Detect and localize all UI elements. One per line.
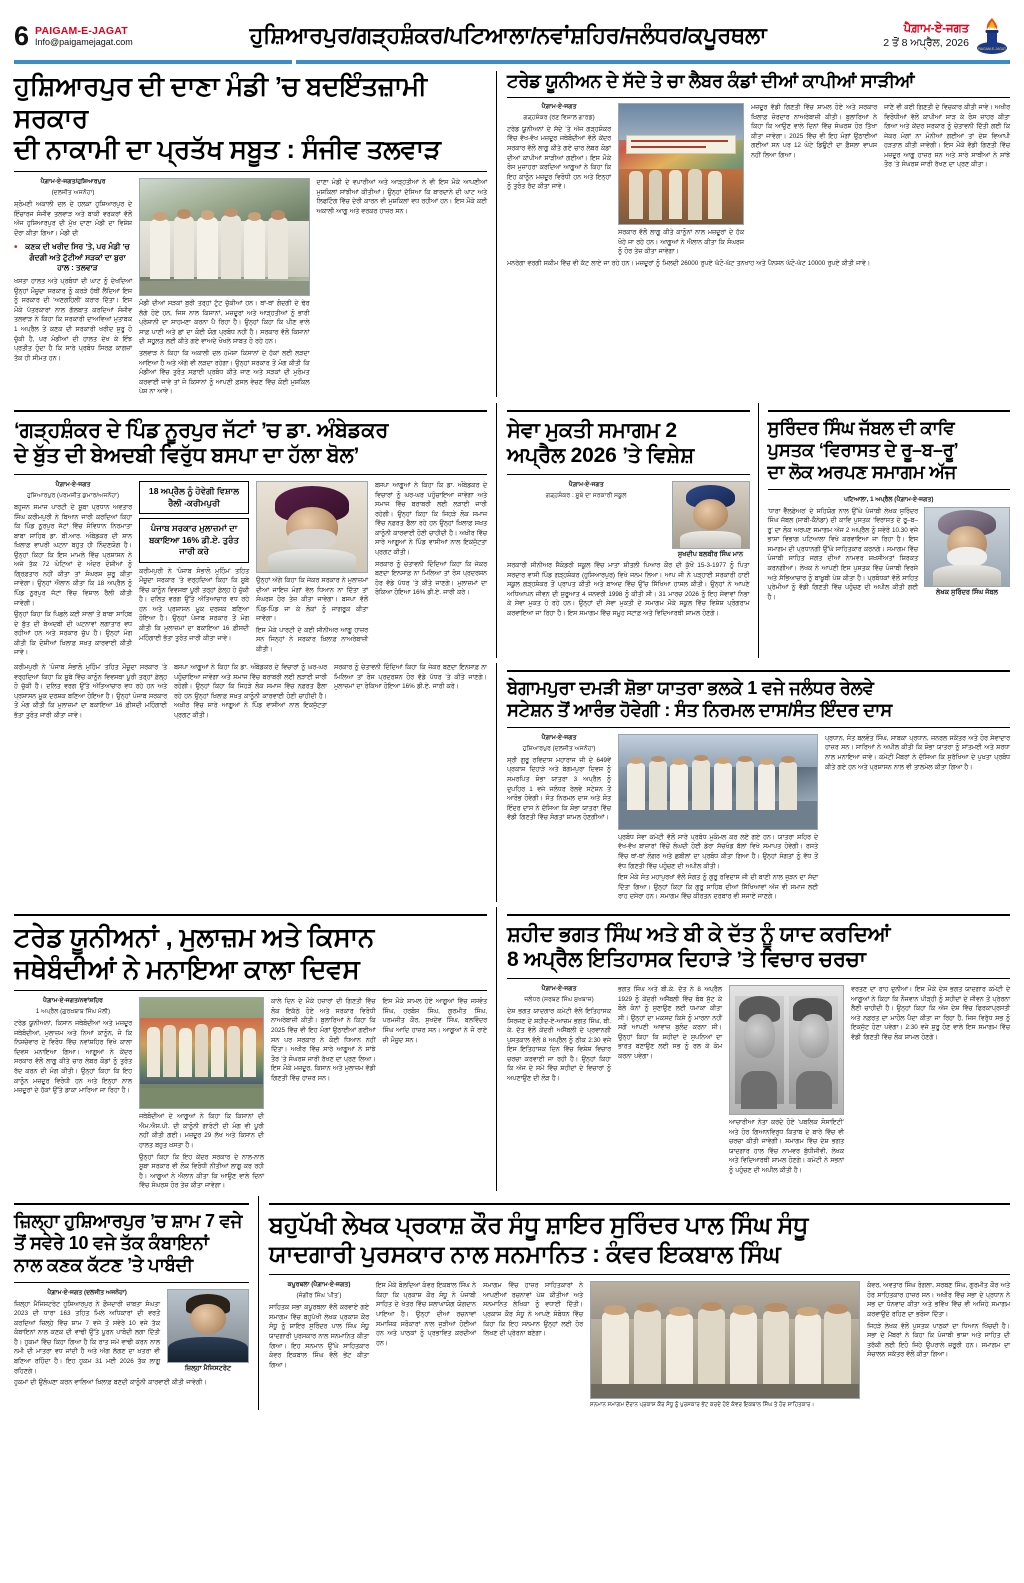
photo-content [925, 508, 1009, 586]
article-ambedkar-statue[interactable] [14, 403, 497, 658]
byline-reporter: 1 ਅਪ੍ਰੈਲ (ਗੁਰਖ਼ਬਾਬ ਸਿੰਘ ਮੱਲੀ) [35, 1008, 111, 1016]
officer-portrait-photo [167, 1289, 249, 1363]
body-para-3: ਇਸ ਮੌਕੇ ਸੰਤ ਮਹਾਪੁਰਖਾਂ ਵੱਲੋਂ ਸੰਗਤ ਨੂੰ ਗੁਰੂ ਰਵਿਦਾਸ ਜੀ ਦੀ ਬਾਣੀ ਨਾਲ ਜੁੜਨ ਦਾ ਸੱਦਾ ਦਿੱਤਾ ਗਿਆ। ਉਨ੍ਹਾਂ ਕਿਹਾ ਕਿ ਗੁਰੂ ਸਾਹਿਬ ਦੀਆਂ ਸਿੱਖਿਆਵਾਂ ਅੱਜ ਵੀ ਸਮਾਜ ਲਈ ਰਾਹ ਦਸੇਰਾ ਹਨ। ਸਮਾਗਮ ਵਿੱਚ ਕੀਰਤਨ ਦਰਬਾਰ ਵੀ ਸਜਾਏ ਜਾਣਗੇ। [618, 874, 818, 901]
portrait-block [167, 1289, 249, 1376]
article-combine-ban[interactable] [14, 1196, 259, 1410]
headline-rule [507, 474, 750, 475]
article-headline-line1: ਸ਼ਹੀਦ ਭਗਤ ਸਿੰਘ ਅਤੇ ਬੀ ਕੇ ਦੱਤ ਨੂੰ ਯਾਦ ਕਰਦਿਆਂ [507, 922, 891, 946]
body-para-4: ਜਾਣੇ ਵੀ ਕਈ ਗਿਣਤੀ ਦੇ ਵਿਚਕਾਰ ਕੀਤੀ ਜਾਵੇ। ਅਖੀਰ ਵਿਰੋਧੀਆਂ ਵੱਲੋਂ ਕਾਪੀਆਂ ਸਾੜ ਕੇ ਰੋਸ ਜ਼ਾਹਰ ਕੀਤਾ ਗਿਆ ਅਤੇ ਕੇਂਦਰ ਸਰਕਾਰ ਨੂੰ ਚੇਤਾਵਨੀ ਦਿੱਤੀ ਗਈ ਕਿ ਜੇਕਰ ਮੰਗਾਂ ਨਾ ਮੰਨੀਆਂ ਗਈਆਂ ਤਾਂ ਦੇਸ਼ ਵਿਆਪੀ ਹੜਤਾਲ ਕੀਤੀ ਜਾਵੇਗੀ। ਇਸ ਮੌਕੇ ਵੱਡੀ ਗਿਣਤੀ ਵਿੱਚ ਮਜ਼ਦੂਰ ਆਗੂ ਹਾਜ਼ਰ ਸਨ ਅਤੇ ਸਾਰੇ ਸਾਥੀਆਂ ਨੇ ਸਾਂਝੇ ਤੌਰ ’ਤੇ ਸੰਘਰਸ਼ ਜਾਰੀ ਰੱਖਣ ਦਾ ਪ੍ਰਣ ਕੀਤਾ। [884, 103, 1010, 169]
article-headline-line1: ਜ਼ਿਲ੍ਹਾ ਹੁਸ਼ਿਆਰਪੁਰ ’ਚ ਸ਼ਾਮ 7 ਵਜੇ [14, 1210, 243, 1231]
body-para-5: ਜਿਹੜੇ ਲੇਖਕ ਵੱਲੋਂ ਪੁਸਤਕ ਪਾਠਕਾਂ ਦਾ ਧਿਆਨ ਖਿੱਚਦੀ ਹੈ। ਸਭਾ ਦੇ ਮੈਂਬਰਾਂ ਨੇ ਕਿਹਾ ਕਿ ਪੰਜਾਬੀ ਭਾਸ਼ਾ ਅਤੇ ਸਾਹਿਤ ਦੀ ਤਰੱਕੀ ਲਈ ਇਹੋ ਜਿਹੇ ਉਪਰਾਲੇ ਜ਼ਰੂਰੀ ਹਨ। ਸਮਾਗਮ ਦਾ ਸੰਚਾਲਨ ਸਕੱਤਰ ਵੱਲੋਂ ਕੀਤਾ ਗਿਆ। [867, 1322, 1010, 1359]
edition-line: ਹੁਸ਼ਿਆਰਪੁਰ/ਗੜ੍ਹਸ਼ੰਕਰ/ਪਟਿਆਲਾ/ਨਵਾਂਸ਼ਹਿਰ/ਜਲੰਧਰ/ਕਪੂਰਥਲਾ [249, 23, 767, 48]
article-retirement-function[interactable] [507, 403, 759, 658]
article-headline-line1: ਹੁਸ਼ਿਆਰਪੁਰ ਦੀ ਦਾਣਾ ਮੰਡੀ ’ਚ ਬਦਇੰਤਜ਼ਾਮੀ ਸਰਕਾਰ [14, 71, 427, 133]
fifth-row [14, 1196, 1010, 1410]
photo-content [257, 482, 367, 572]
article-headline-line2: ਤੋਂ ਸਵੇਰੇ 10 ਵਜੇ ਤੱਕ ਕੰਬਾਇਨਾਂ [14, 1232, 209, 1253]
article-book-release[interactable] [768, 403, 1011, 658]
article-columns [14, 481, 487, 658]
section-divider [269, 1203, 1010, 1205]
masthead-rule [14, 60, 1010, 64]
article-headline-line2: ਦੀ ਨਾਕਾਮੀ ਦਾ ਪ੍ਰਤੱਖ ਸਬੂਤ : ਸੰਜੀਵ ਤਲਵਾੜ [14, 134, 441, 165]
article-headline-line3: ਦਾ ਲੋਕ ਅਰਪਣ ਸਮਾਗਮ ਅੱਜ [767, 461, 957, 482]
article-headline-line2: ਪੁਸਤਕ ‘ਵਿਰਾਸਤ ਦੇ ਰੂ–ਬ–ਰੂ’ [767, 439, 959, 460]
section-divider [14, 1203, 249, 1205]
column-2 [618, 103, 744, 257]
body-para-4: ਤਲਵਾੜ ਨੇ ਕਿਹਾ ਕਿ ਅਕਾਲੀ ਦਲ ਹਮੇਸ਼ਾ ਕਿਸਾਨਾਂ ਦੇ ਹੱਕਾਂ ਲਈ ਲੜਦਾ ਆਇਆ ਹੈ ਅਤੇ ਅੱਗੇ ਵੀ ਲੜਦਾ ਰਹੇਗਾ। ਉਨ੍ਹਾਂ ਸਰਕਾਰ ਤੋਂ ਮੰਗ ਕੀਤੀ ਕਿ ਮੰਡੀਆਂ ਵਿੱਚ ਤੁਰੰਤ ਸਫ਼ਾਈ ਪ੍ਰਬੰਧ ਕੀਤੇ ਜਾਣ ਅਤੇ ਸੜਕਾਂ ਦੀ ਮੁਰੰਮਤ ਕਰਵਾਈ ਜਾਵੇ ਤਾਂ ਜੋ ਕਿਸਾਨਾਂ ਨੂੰ ਆਪਣੀ ਫ਼ਸਲ ਵੇਚਣ ਵਿੱਚ ਕੋਈ ਮੁਸ਼ਕਿਲ ਪੇਸ਼ ਨਾ ਆਵੇ। [139, 349, 310, 396]
second-row [14, 403, 1010, 658]
portrait-block [672, 481, 750, 559]
section-divider [14, 914, 487, 916]
column-2 [139, 178, 310, 397]
column-4 [590, 1281, 860, 1410]
headline-rule [269, 1274, 1010, 1275]
key-points-list [14, 242, 132, 273]
body-para-5: ਮਨਰੇਗਾ ਵਰਗੀ ਸਕੀਮ ਵਿੱਚ ਵੀ ਕੱਟ ਲਾਏ ਜਾ ਰਹੇ ਹਨ। ਮਜ਼ਦੂਰਾਂ ਨੂੰ ਮਿਲਦੀ 26000 ਰੁਪਏ ਘੱਟੋ-ਘੱਟ ਤਨਖਾਹ ਅਤੇ ਪੈਨਸ਼ਨ ਘੱਟੋ-ਘੱਟ 10000 ਰੁਪਏ ਕੀਤੀ ਜਾਵੇ। [507, 259, 871, 267]
fourth-row [14, 907, 1010, 1191]
headline-rule [14, 1282, 249, 1283]
byline-reporter: ਗੜ੍ਹਸ਼ੰਕਰ (ਰਣ ਵਿਸ਼ਾਲ ਗਾਰਡ) [523, 113, 595, 121]
byline-outlet: ਪੈਗ਼ਾਮ-ਏ-ਜਗਤ [541, 733, 577, 741]
body-para-3: ਆਚਾਰੀਆ ਨੇਤਾ ਕਰਦੇ ਹੋਏ ’ਪਬਲਿਕ ਸੋਸਾਇਟੀ’ ਅਤੇ ਹੋਰ ਗਿਆਨਵਿਰੁਧ ਕਿਤਾਬ ਦੇ ਬਾਰੇ ਵਿੱਚ ਵੀ ਚਰਚਾ ਕੀਤੀ ਜਾਵੇਗੀ। ਸਮਾਗਮ ਵਿੱਚ ਦੇਸ਼ ਭਗਤ ਯਾਦਗਾਰ ਹਾਲ ਵਿੱਚ ਨਾਮਵਰ ਬੁੱਧੀਜੀਵੀ, ਲੇਖਕ ਅਤੇ ਵਿਦਿਆਰਥੀ ਸ਼ਾਮਲ ਹੋਣਗੇ। ਕਮੇਟੀ ਨੇ ਸਭਨਾਂ ਨੂੰ ਪਹੁੰਚਣ ਦੀ ਅਪੀਲ ਕੀਤੀ ਹੈ। [729, 1119, 844, 1174]
masthead-brand-block [35, 25, 133, 47]
column-1 [768, 507, 919, 603]
column-2 [139, 481, 249, 658]
article-headline-line3: ਨਾਲ ਕਣਕ ਕੱਟਣ ’ਤੇ ਪਾਬੰਦੀ [14, 1254, 193, 1275]
article-shobha-yatra[interactable] [507, 663, 1010, 902]
body-para-2: ਇਸ ਮੌਕੇ ਬੋਲਦਿਆਂ ਕੰਵਰ ਇਕਬਾਲ ਸਿੰਘ ਨੇ ਕਿਹਾ ਕਿ ਪ੍ਰਕਾਸ਼ ਕੌਰ ਸੰਧੂ ਨੇ ਪੰਜਾਬੀ ਸਾਹਿਤ ਦੇ ਖੇਤਰ ਵਿੱਚ ਸ਼ਲਾਘਾਯੋਗ ਯੋਗਦਾਨ ਪਾਇਆ ਹੈ। ਉਨ੍ਹਾਂ ਦੀਆਂ ਰਚਨਾਵਾਂ ਸਮਾਜਿਕ ਸਰੋਕਾਰਾਂ ਨਾਲ ਜੁੜੀਆਂ ਹੋਈਆਂ ਹਨ ਅਤੇ ਪਾਠਕਾਂ ਨੂੰ ਪ੍ਰਭਾਵਿਤ ਕਰਦੀਆਂ ਹਨ। [376, 1282, 476, 1347]
column-3 [317, 178, 488, 397]
section-divider [507, 410, 750, 412]
article-headline: ਟਰੇਡ ਯੂਨੀਅਨ ਦੇ ਸੱਦੇ ਤੇ ਚਾ ਲੈਬਰ ਕੰਡਾਂ ਦੀਆਂ ਕਾਪੀਆਂ ਸਾੜੀਆਂ [507, 71, 915, 91]
svg-text:PAIGAM-E-JAGAT: PAIGAM-E-JAGAT [977, 47, 1007, 51]
rule-right [296, 60, 1010, 64]
article-dana-mandi[interactable] [14, 71, 497, 397]
body-para-3: ਮਜ਼ਦੂਰ ਵੱਡੀ ਗਿਣਤੀ ਵਿੱਚ ਸ਼ਾਮਲ ਹੋਏ ਅਤੇ ਸਰਕਾਰ ਖ਼ਿਲਾਫ਼ ਜ਼ੋਰਦਾਰ ਨਾਅਰੇਬਾਜ਼ੀ ਕੀਤੀ। ਬੁਲਾਰਿਆਂ ਨੇ ਕਿਹਾ ਕਿ ਆਉਣ ਵਾਲੇ ਦਿਨਾਂ ਵਿੱਚ ਸੰਘਰਸ਼ ਹੋਰ ਤਿੱਖਾ ਕੀਤਾ ਜਾਵੇਗਾ। 2025 ਵਿੱਚ ਵੀ ਇਹ ਮੰਗਾਂ ਉਠਾਈਆਂ ਗਈਆਂ ਸਨ ਪਰ 12 ਘੰਟੇ ਡਿਊਟੀ ਦਾ ਫ਼ੈਸਲਾ ਵਾਪਸ ਨਹੀਂ ਲਿਆ ਗਿਆ। [751, 103, 877, 159]
body-para-1: ਜ਼ਿਲ੍ਹਾ ਮੈਜਿਸਟਰੇਟ ਹੁਸ਼ਿਆਰਪੁਰ ਨੇ ਫ਼ੌਜਦਾਰੀ ਜ਼ਾਬਤਾ ਸੰਘਤਾ 2023 ਦੀ ਧਾਰਾ 163 ਤਹਿਤ ਮਿਲੇ ਅਧਿਕਾਰਾਂ ਦੀ ਵਰਤੋਂ ਕਰਦਿਆਂ ਜ਼ਿਲ੍ਹੇ ਵਿੱਚ ਸ਼ਾਮ 7 ਵਜੇ ਤੋਂ ਸਵੇਰੇ 10 ਵਜੇ ਤੱਕ ਕੰਬਾਇਨਾਂ ਨਾਲ ਕਣਕ ਦੀ ਵਾਢੀ ਉੱਤੇ ਪੂਰਨ ਪਾਬੰਦੀ ਲਗਾ ਦਿੱਤੀ ਹੈ। ਹੁਕਮਾਂ ਵਿੱਚ ਕਿਹਾ ਗਿਆ ਹੈ ਕਿ ਰਾਤ ਸਮੇਂ ਵਾਢੀ ਕਰਨ ਨਾਲ ਨਮੀ ਦੀ ਮਾਤਰਾ ਵਧ ਜਾਂਦੀ ਹੈ ਅਤੇ ਅੱਗ ਲੱਗਣ ਦਾ ਖ਼ਤਰਾ ਵੀ ਬਣਿਆ ਰਹਿੰਦਾ ਹੈ। ਇਹ ਹੁਕਮ 31 ਮਈ 2026 ਤੱਕ ਲਾਗੂ ਰਹਿਣਗੇ। [14, 1300, 160, 1375]
byline-outlet: ਪੈਗ਼ਾਮ-ਏ-ਜਗਤ [541, 102, 577, 110]
body-para-3: ਕਾਲੇ ਦਿਨ ਦੇ ਮੌਕੇ ਹਜ਼ਾਰਾਂ ਦੀ ਗਿਣਤੀ ਵਿੱਚ ਲੋਕ ਇਕੱਠੇ ਹੋਏ ਅਤੇ ਸਰਕਾਰ ਵਿਰੋਧੀ ਨਾਅਰੇਬਾਜ਼ੀ ਕੀਤੀ। ਬੁਲਾਰਿਆਂ ਨੇ ਕਿਹਾ ਕਿ 2025 ਵਿੱਚ ਵੀ ਇਹ ਮੰਗਾਂ ਉਠਾਈਆਂ ਗਈਆਂ ਸਨ ਪਰ ਸਰਕਾਰ ਨੇ ਕੋਈ ਧਿਆਨ ਨਹੀਂ ਦਿੱਤਾ। ਅਖੀਰ ਵਿੱਚ ਸਾਰੇ ਆਗੂਆਂ ਨੇ ਸਾਂਝੇ ਤੌਰ ’ਤੇ ਸੰਘਰਸ਼ ਜਾਰੀ ਰੱਖਣ ਦਾ ਪ੍ਰਣ ਲਿਆ। ਇਸ ਮੌਕੇ ਮਜ਼ਦੂਰ, ਕਿਸਾਨ ਅਤੇ ਮੁਲਾਜ਼ਮ ਵੱਡੀ ਗਿਣਤੀ ਵਿੱਚ ਹਾਜ਼ਰ ਸਨ। [271, 998, 376, 1082]
column-1 [507, 985, 611, 1175]
article-columns [14, 178, 487, 397]
article-photo [618, 103, 744, 225]
column-1 [507, 481, 666, 559]
article-headline-line2: 8 ਅਪ੍ਰੈਲ ਇਤਿਹਾਸਕ ਦਿਹਾੜੇ ’ਤੇ ਵਿਚਾਰ ਚਰਚਾ [507, 948, 866, 972]
martyrs-photo [729, 985, 844, 1115]
body-para-5: ਦਾਣਾ ਮੰਡੀ ਦੇ ਵਪਾਰੀਆਂ ਅਤੇ ਆੜ੍ਹਤੀਆਂ ਨੇ ਵੀ ਇਸ ਮੌਕੇ ਆਪਣੀਆਂ ਮੁਸ਼ਕਿਲਾਂ ਸਾਂਝੀਆਂ ਕੀਤੀਆਂ। ਉਨ੍ਹਾਂ ਦੱਸਿਆ ਕਿ ਬਾਰਦਾਨੇ ਦੀ ਘਾਟ ਅਤੇ ਲਿਫਟਿੰਗ ਵਿੱਚ ਦੇਰੀ ਕਾਰਨ ਵੀ ਮੁਸ਼ਕਿਲਾਂ ਵਧ ਰਹੀਆਂ ਹਨ। ਇਸ ਮੌਕੇ ਕਈ ਅਕਾਲੀ ਆਗੂ ਅਤੇ ਵਰਕਰ ਹਾਜ਼ਰ ਸਨ। [316, 179, 487, 215]
body-para-1: ਟਰੇਡ ਯੂਨੀਅਨਾਂ ਦੇ ਸੱਦੇ ’ਤੇ ਅੱਜ ਗੜ੍ਹਸ਼ੰਕਰ ਵਿੱਚ ਵੱਖ-ਵੱਖ ਮਜ਼ਦੂਰ ਜਥੇਬੰਦੀਆਂ ਵੱਲੋਂ ਕੇਂਦਰ ਸਰਕਾਰ ਵੱਲੋਂ ਲਾਗੂ ਕੀਤੇ ਗਏ ਚਾਰ ਲੇਬਰ ਕੋਡਾਂ ਦੀਆਂ ਕਾਪੀਆਂ ਸਾੜੀਆਂ ਗਈਆਂ। ਇਸ ਮੌਕੇ ਰੋਸ ਮੁਜ਼ਾਹਰਾ ਕਰਦਿਆਂ ਆਗੂਆਂ ਨੇ ਕਿਹਾ ਕਿ ਇਹ ਕਾਨੂੰਨ ਮਜ਼ਦੂਰ ਵਿਰੋਧੀ ਹਨ ਅਤੇ ਇਨ੍ਹਾਂ ਨੂੰ ਤੁਰੰਤ ਰੱਦ ਕੀਤਾ ਜਾਵੇ। [507, 125, 611, 191]
article-black-day[interactable] [14, 907, 497, 1191]
article-headline-line1: ਬੇਗਾਮਪੁਰਾ ਦਮੜੀ ਸ਼ੋਭਾ ਯਾਤਰਾ ਭਲਕੇ 1 ਵਜੇ ਜਲੰਧਰ ਰੇਲਵੇ [507, 677, 874, 698]
article-literary-award[interactable] [269, 1196, 1010, 1410]
section-divider [507, 670, 1010, 672]
body-para-4: ਬਸਪਾ ਆਗੂਆਂ ਨੇ ਕਿਹਾ ਕਿ ਡਾ. ਅੰਬੇਡਕਰ ਦੇ ਵਿਚਾਰਾਂ ਨੂੰ ਘਰ-ਘਰ ਪਹੁੰਚਾਇਆ ਜਾਵੇਗਾ ਅਤੇ ਸਮਾਜ ਵਿੱਚ ਬਰਾਬਰੀ ਲਈ ਲੜਾਈ ਜਾਰੀ ਰਹੇਗੀ। ਉਨ੍ਹਾਂ ਕਿਹਾ ਕਿ ਜਿਹੜੇ ਲੋਕ ਸਮਾਜ ਵਿੱਚ ਨਫ਼ਰਤ ਫੈਲਾ ਰਹੇ ਹਨ ਉਨ੍ਹਾਂ ਖ਼ਿਲਾਫ਼ ਸਖ਼ਤ ਕਾਨੂੰਨੀ ਕਾਰਵਾਈ ਹੋਣੀ ਚਾਹੀਦੀ ਹੈ। ਅਖ਼ੀਰ ਵਿੱਚ ਸਾਰੇ ਆਗੂਆਂ ਨੇ ਪਿੰਡ ਵਾਸੀਆਂ ਨਾਲ ਇਕਜੁੱਟਤਾ ਪ੍ਰਗਟ ਕੀਤੀ। [375, 482, 487, 556]
award-ceremony-photo [590, 1281, 860, 1399]
body-para-4: ਕੰਵਰ, ਅਵਤਾਰ ਸਿੰਘ ਰੰਗਲਾ, ਸਰਬਣ ਸਿੰਘ, ਗੁਰਮੀਤ ਕੌਰ ਅਤੇ ਹੋਰ ਸਾਹਿਤਕਾਰ ਹਾਜ਼ਰ ਸਨ। ਅਖੀਰ ਵਿੱਚ ਸਭਾ ਦੇ ਪ੍ਰਧਾਨ ਨੇ ਸਭ ਦਾ ਧੰਨਵਾਦ ਕੀਤਾ ਅਤੇ ਭਵਿੱਖ ਵਿੱਚ ਵੀ ਅਜਿਹੇ ਸਮਾਗਮ ਕਰਵਾਉਂਦੇ ਰਹਿਣ ਦਾ ਭਰੋਸਾ ਦਿੱਤਾ। [867, 1282, 1010, 1318]
column-3 [825, 734, 1010, 902]
body-para-2b: ਉਨ੍ਹਾਂ ਕਿਹਾ ਕਿ ਇਹ ਕੇਂਦਰ ਸਰਕਾਰ ਦੇ ਨਾਲ-ਨਾਲ ਸੂਬਾ ਸਰਕਾਰ ਵੀ ਲੋਕ ਵਿਰੋਧੀ ਨੀਤੀਆਂ ਲਾਗੂ ਕਰ ਰਹੀ ਹੈ। ਆਗੂਆਂ ਨੇ ਐਲਾਨ ਕੀਤਾ ਕਿ ਆਉਣ ਵਾਲੇ ਦਿਨਾਂ ਵਿੱਚ ਸੰਘਰਸ਼ ਹੋਰ ਤੇਜ਼ ਕੀਤਾ ਜਾਵੇਗਾ। [139, 1153, 264, 1190]
author-portrait-photo [924, 507, 1010, 587]
byline-outlet: ਪੈਗ਼ਾਮ-ਏ-ਜਗਤ/ਨਵਾਂਸ਼ਹਿਰ [42, 997, 104, 1005]
rule-left [14, 60, 292, 64]
headline-rule [14, 990, 487, 991]
body-para-5: ਸਰਕਾਰ ਨੂੰ ਚੇਤਾਵਨੀ ਦਿੰਦਿਆਂ ਕਿਹਾ ਕਿ ਜੇਕਰ ਬਣਦਾ ਇਨਸਾਫ਼ ਨਾ ਮਿਲਿਆ ਤਾਂ ਰੋਸ ਪ੍ਰਦਰਸ਼ਨ ਹੋਰ ਵੱਡੇ ਪੱਧਰ ’ਤੇ ਕੀਤੇ ਜਾਣਗੇ। ਮੁਲਾਜ਼ਮਾਂ ਦਾ ਰੋਕਿਆ ਹੋਇਆ 16% ਡੀ.ਏ. ਜਾਰੀ ਕਰੇ। [375, 560, 487, 597]
section-divider [507, 914, 1010, 916]
article-headline-line1: ਬਹੁਪੱਖੀ ਲੇਖਕ ਪ੍ਰਕਾਸ਼ ਕੌਰ ਸੰਧੂ ਸ਼ਾਇਰ ਸੁਰਿੰਦਰ ਪਾਲ ਸਿੰਘ ਸੰਧੂ [269, 1211, 809, 1239]
masthead-right [883, 17, 1010, 55]
byline: ਪਟਿਆਲਾ, 1 ਅਪ੍ਰੈਲ (ਪੈਗ਼ਾਮ-ਏ-ਜਗਤ) [844, 495, 934, 503]
body-para-3: ਉਨ੍ਹਾਂ ਅੱਗੇ ਕਿਹਾ ਕਿ ਜੇਕਰ ਸਰਕਾਰ ਨੇ ਮੁਲਾਜ਼ਮਾਂ ਦੀਆਂ ਜਾਇਜ਼ ਮੰਗਾਂ ਵੱਲ ਧਿਆਨ ਨਾ ਦਿੱਤਾ ਤਾਂ ਸੰਘਰਸ਼ ਹੋਰ ਤੇਜ਼ ਕੀਤਾ ਜਾਵੇਗਾ। ਬਸਪਾ ਵੱਲੋਂ ਪਿੰਡ-ਪਿੰਡ ਜਾ ਕੇ ਲੋਕਾਂ ਨੂੰ ਜਾਗਰੂਕ ਕੀਤਾ ਜਾਵੇਗਾ। [256, 577, 368, 623]
headline-rule [507, 97, 1010, 98]
issue-date-range: 2 ਤੋਂ 8 ਅਪ੍ਰੈਲ, 2026 [883, 36, 969, 49]
body-para-1: ਸ੍ਰੀ ਗੁਰੂ ਰਵਿਦਾਸ ਮਹਾਰਾਜ ਜੀ ਦੇ 649ਵੇਂ ਪ੍ਰਕਾਸ਼ ਦਿਹਾੜੇ ਅਤੇ ਬੇਗਮਪੁਰਾ ਦਿਵਸ ਨੂੰ ਸਮਰਪਿਤ ਸ਼ੋਭਾ ਯਾਤਰਾ 3 ਅਪ੍ਰੈਲ ਨੂੰ ਦੁਪਹਿਰ 1 ਵਜੇ ਜਲੰਧਰ ਰੇਲਵੇ ਸਟੇਸ਼ਨ ਤੋਂ ਆਰੰਭ ਹੋਵੇਗੀ। ਸੰਤ ਨਿਰਮਲ ਦਾਸ ਅਤੇ ਸੰਤ ਇੰਦਰ ਦਾਸ ਨੇ ਦੱਸਿਆ ਕਿ ਸ਼ੋਭਾ ਯਾਤਰਾ ਵਿੱਚ ਵੱਡੀ ਗਿਣਤੀ ਵਿੱਚ ਸੰਗਤਾਂ ਸ਼ਾਮਲ ਹੋਣਗੀਆਂ। [507, 756, 611, 822]
section-divider [768, 410, 1011, 412]
headline-rule [14, 474, 487, 475]
page-number: 6 [14, 20, 30, 51]
article-headline-line2: ਸਟੇਸ਼ਨ ਤੋਂ ਆਰੰਭ ਹੋਵੇਗੀ : ਸੰਤ ਨਿਰਮਲ ਦਾਸ/ਸੰਤ ਇੰਦਰ ਦਾਸ [507, 699, 892, 720]
body-continuation-1: ਕਰੀਮਪੁਰੀ ਨੇ ‘ਪੰਜਾਬ ਸੰਭਾਲੋ ਮੁਹਿੰਮ’ ਤਹਿਤ ਮੌਜੂਦਾ ਸਰਕਾਰ ’ਤੇ ਵਰ੍ਹਦਿਆਂ ਕਿਹਾ ਕਿ ਸੂਬੇ ਵਿੱਚ ਕਾਨੂੰਨ ਵਿਵਸਥਾ ਪੂਰੀ ਤਰ੍ਹਾਂ ਫ਼ੇਲ੍ਹ ਹੋ ਚੁੱਕੀ ਹੈ। ਦਲਿਤ ਵਰਗ ਉੱਤੇ ਅੱਤਿਆਚਾਰ ਵਧ ਰਹੇ ਹਨ ਅਤੇ ਪ੍ਰਸ਼ਾਸਨ ਮੂਕ ਦਰਸ਼ਕ ਬਣਿਆ ਹੋਇਆ ਹੈ। ਉਨ੍ਹਾਂ ਪੰਜਾਬ ਸਰਕਾਰ ਤੋਂ ਮੰਗ ਕੀਤੀ ਕਿ ਮੁਲਾਜ਼ਮਾਂ ਦਾ ਬਕਾਇਆ 16 ਫ਼ੀਸਦੀ ਮਹਿੰਗਾਈ ਭੱਤਾ ਤੁਰੰਤ ਜਾਰੀ ਕੀਤਾ ਜਾਵੇ। [14, 663, 167, 719]
column-4 [851, 985, 1010, 1175]
column-3 [334, 663, 487, 720]
photo-content [730, 986, 843, 1114]
article-labour-codes[interactable] [507, 71, 1010, 397]
column-2 [618, 734, 818, 902]
portrait-caption: ਸੁਖਦੀਪ ਬਲਬੀਰ ਸਿੰਘ ਮਾਨ [677, 551, 744, 558]
photo-content [619, 104, 743, 224]
body-para-2: ਭਗਤ ਸਿੰਘ ਅਤੇ ਬੀ.ਕੇ. ਦੱਤ ਨੇ 8 ਅਪ੍ਰੈਲ 1929 ਨੂੰ ਕੇਂਦਰੀ ਅਸੈਂਬਲੀ ਵਿੱਚ ਬੰਬ ਸੁੱਟ ਕੇ ਬੋਲੇ ਕੰਨਾਂ ਨੂੰ ਸੁਣਾਉਣ ਲਈ ਧਮਾਕਾ ਕੀਤਾ ਸੀ। ਉਨ੍ਹਾਂ ਦਾ ਮਕਸਦ ਕਿਸੇ ਨੂੰ ਮਾਰਨਾ ਨਹੀਂ ਸਗੋਂ ਆਪਣੀ ਆਵਾਜ਼ ਬੁਲੰਦ ਕਰਨਾ ਸੀ। ਉਨ੍ਹਾਂ ਕਿਹਾ ਕਿ ਸ਼ਹੀਦਾਂ ਦੇ ਸੁਪਨਿਆਂ ਦਾ ਭਾਰਤ ਬਣਾਉਣ ਲਈ ਸਭ ਨੂੰ ਰਲ ਕੇ ਕੰਮ ਕਰਨਾ ਪਵੇਗਾ। [618, 986, 722, 1060]
column-1 [14, 481, 132, 658]
column-4 [383, 997, 488, 1191]
column-1 [14, 178, 132, 397]
top-row [14, 71, 1010, 397]
byline-outlet: ਪੈਗ਼ਾਮ-ਏ-ਜਗਤ [541, 985, 577, 993]
article-columns [14, 1289, 249, 1376]
column-2 [139, 997, 264, 1191]
headline-rule [507, 978, 1010, 979]
article-columns [768, 507, 1011, 603]
column-3 [729, 985, 844, 1175]
column-1 [269, 1281, 369, 1410]
column-5 [867, 1281, 1010, 1410]
column-3 [256, 481, 368, 658]
column-3 [483, 1281, 583, 1410]
leader-portrait-photo [256, 481, 368, 573]
article-headline-line1: ਟਰੇਡ ਯੂਨੀਅਨਾਂ , ਮੁਲਾਜ਼ਮ ਅਤੇ ਕਿਸਾਨ [14, 921, 375, 952]
article-headline-line2: ਦੇ ਬੁੱਤ ਦੀ ਬੇਅਦਬੀ ਵਿਰੁੱਧ ਬਸਪਾ ਦਾ ਹੱਲਾ ਬੋਲ’ [14, 444, 360, 468]
person-portrait-photo [672, 481, 750, 549]
article-columns [507, 734, 1010, 902]
body-continuation-2: ਬਸਪਾ ਆਗੂਆਂ ਨੇ ਕਿਹਾ ਕਿ ਡਾ. ਅੰਬੇਡਕਰ ਦੇ ਵਿਚਾਰਾਂ ਨੂੰ ਘਰ-ਘਰ ਪਹੁੰਚਾਇਆ ਜਾਵੇਗਾ ਅਤੇ ਸਮਾਜ ਵਿੱਚ ਬਰਾਬਰੀ ਲਈ ਲੜਾਈ ਜਾਰੀ ਰਹੇਗੀ। ਉਨ੍ਹਾਂ ਕਿਹਾ ਕਿ ਜਿਹੜੇ ਲੋਕ ਸਮਾਜ ਵਿੱਚ ਨਫ਼ਰਤ ਫੈਲਾ ਰਹੇ ਹਨ ਉਨ੍ਹਾਂ ਖ਼ਿਲਾਫ਼ ਸਖ਼ਤ ਕਾਨੂੰਨੀ ਕਾਰਵਾਈ ਹੋਣੀ ਚਾਹੀਦੀ ਹੈ। ਅਖ਼ੀਰ ਵਿੱਚ ਸਾਰੇ ਆਗੂਆਂ ਨੇ ਪਿੰਡ ਵਾਸੀਆਂ ਨਾਲ ਇਕਜੁੱਟਤਾ ਪ੍ਰਗਟ ਕੀਤੀ। [174, 663, 327, 719]
article-columns [507, 481, 750, 559]
column-4 [884, 103, 1010, 257]
column-1 [507, 734, 611, 902]
masthead-left [14, 20, 133, 51]
portrait-caption: ਲੇਖਕ ਸੁਰਿੰਦਰ ਸਿੰਘ ਜੱਬਲ [936, 588, 998, 596]
torch-logo-icon [974, 17, 1010, 55]
masthead [14, 0, 1010, 56]
article-columns [269, 1281, 1010, 1410]
column-2 [618, 985, 722, 1175]
paper-name-punjabi: ਪੈਗ਼ਾਮ-ਏ-ਜਗਤ [903, 22, 969, 35]
photo-caption: ਸਨਮਾਨ ਸਮਾਗਮ ਦੌਰਾਨ ਪ੍ਰਕਾਸ਼ ਕੌਰ ਸੰਧੂ ਨੂੰ ਪੁਰਸਕਾਰ ਭੇਂਟ ਕਰਦੇ ਹੋਏ ਕੰਵਰ ਇਕਬਾਲ ਸਿੰਘ ਤੇ ਹੋਰ ਸਾਹਿਤਕਾਰ। [590, 1402, 815, 1409]
photo-content [673, 482, 749, 548]
byline-outlet: ਪੈਗ਼ਾਮ-ਏ-ਜਗਤ [55, 481, 91, 488]
portrait-caption: ਜ਼ਿਲ੍ਹਾ ਮੈਜਿਸਟਰੇਟ [184, 1364, 232, 1372]
body-text: ਸਰਕਾਰੀ ਸੀਨੀਅਰ ਸੈਕੰਡਰੀ ਸਕੂਲ ਵਿੱਚ ਮਾਤਾ ਸ਼ੀਤਲੀ ਪਿਆਰ ਕੌਰ ਦੀ ਕੁੱਖੋਂ 15-3-1977 ਨੂੰ ਪਿਤਾ ਸਰਦਾਰ ਵਾਸੀ ਪਿੰਡ ਗੜ੍ਹਸ਼ੰਕਰ (ਹੁਸ਼ਿਆਰਪੁਰ) ਵਿਖੇ ਜਨਮ ਲਿਆ। ਆਪ ਜੀ ਨੇ ਪੜ੍ਹਾਈ ਸਰਕਾਰੀ ਹਾਈ ਸਕੂਲ ਗੜ੍ਹਸ਼ੰਕਰ ਤੋਂ ਪ੍ਰਾਪਤ ਕੀਤੀ ਅਤੇ ਬਾਅਦ ਵਿੱਚ ਉੱਚ ਸਿੱਖਿਆ ਹਾਸਲ ਕੀਤੀ। ਉਨ੍ਹਾਂ ਨੇ ਆਪਣੇ ਅਧਿਆਪਨ ਜੀਵਨ ਦੀ ਸ਼ੁਰੂਆਤ 4 ਜਨਵਰੀ 1998 ਨੂੰ ਕੀਤੀ ਸੀ। 31 ਮਾਰਚ 2026 ਨੂੰ ਇਹ ਸੇਵਾਵਾਂ ਨਿਭਾ ਕੇ ਸੇਵਾ ਮੁਕਤ ਹੋ ਰਹੇ ਹਨ। ਉਨ੍ਹਾਂ ਦੀ ਸੇਵਾ ਮੁਕਤੀ ਦੇ ਸਮਾਗਮ ਮੌਕੇ ਸਕੂਲ ਵਿੱਚ ਵਿਸ਼ੇਸ਼ ਪ੍ਰੋਗਰਾਮ ਕਰਵਾਇਆ ਜਾ ਰਿਹਾ ਹੈ। ਇਸ ਸਮਾਗਮ ਵਿੱਚ ਸਮੂਹ ਸਟਾਫ਼ ਅਤੇ ਵਿਦਿਆਰਥੀ ਸ਼ਾਮਲ ਹੋਣਗੇ। [507, 562, 750, 617]
body-para-1: ਦੇਸ਼ ਭਗਤ ਯਾਦਗਾਰ ਕਮੇਟੀ ਵੱਲੋਂ ਇਤਿਹਾਸਕ ਸਿਰਜਣ ਦੇ ਸ਼ਹੀਦ-ਏ-ਆਜ਼ਮ ਭਗਤ ਸਿੰਘ, ਬੀ. ਕੇ. ਦੱਤ ਵੱਲੋਂ ਕੇਂਦਰੀ ਅਸੈਂਬਲੀ ਦੇ ਪ੍ਰਵਾਨਗੀ ਪੁਸਤਕਾਲ ਵੱਲੋਂ 8 ਅਪ੍ਰੈਲ ਨੂੰ ਠੀਕ 2:30 ਵਜੇ ਇਸ ਇਤਿਹਾਸਕ ਦਿਨ ਵਿੱਚ ਵਿਸ਼ੇਸ਼ ਵਿਚਾਰ ਚਰਚਾ ਕਰਵਾਈ ਜਾ ਰਹੀ ਹੈ। ਉਨ੍ਹਾਂ ਕਿਹਾ ਕਿ ਅੱਜ ਦੇ ਸਮੇਂ ਵਿੱਚ ਸ਼ਹੀਦਾਂ ਦੇ ਵਿਚਾਰਾਂ ਨੂੰ ਅਪਣਾਉਣ ਦੀ ਲੋੜ ਹੈ। [507, 1008, 611, 1082]
headline-rule [14, 171, 487, 172]
byline-reporter: (ਦਲਜੀਤ ਅਜਨੋਹਾ) [51, 189, 95, 197]
body-para-2: ਹੁਕਮਾਂ ਦੀ ਉਲੰਘਣਾ ਕਰਨ ਵਾਲਿਆਂ ਖ਼ਿਲਾਫ਼ ਬਣਦੀ ਕਾਨੂੰਨੀ ਕਾਰਵਾਈ ਕੀਤੀ ਜਾਵੇਗੀ। [14, 1379, 207, 1387]
body-para-2: ਜਥੇਬੰਦੀਆਂ ਦੇ ਆਗੂਆਂ ਨੇ ਕਿਹਾ ਕਿ ਕਿਸਾਨਾਂ ਦੀ ਐਮ.ਐਸ.ਪੀ. ਦੀ ਕਾਨੂੰਨੀ ਗਾਰੰਟੀ ਦੀ ਮੰਗ ਵੀ ਪੂਰੀ ਨਹੀਂ ਕੀਤੀ ਗਈ। ਮਜ਼ਦੂਰ 29 ਲੱਖ ਅਤੇ ਕਿਸਾਨ ਦੀ ਹਾਲਤ ਬਹੁਤ ਖ਼ਸਤਾ ਹੈ। [139, 1113, 264, 1149]
byline: ਪੈਗ਼ਾਮ-ਏ-ਜਗਤ (ਦਲਜੀਤ ਅਜਨੋਹਾ) [47, 1288, 127, 1296]
pull-quote-2: ਪੰਜਾਬ ਸਰਕਾਰ ਮੁਲਾਜ਼ਮਾਂ ਦਾ ਬਕਾਇਆ 16% ਡੀ.ਏ. ਤੁਰੰਤ ਜਾਰੀ ਕਰੇ [139, 518, 249, 563]
second-row-right [507, 403, 1010, 658]
article-headline-line2: ਯਾਦਗਾਰੀ ਪੁਰਸਕਾਰ ਨਾਲ ਸਨਮਾਨਿਤ : ਕੰਵਰ ਇਕਬਾਲ ਸਿੰਘ [269, 1241, 781, 1269]
column-1 [14, 997, 132, 1191]
headline-rule [507, 727, 1010, 728]
column-1 [14, 1289, 160, 1376]
body-para-2: ਕਰੀਮਪੁਰੀ ਨੇ ‘ਪੰਜਾਬ ਸੰਭਾਲੋ ਮੁਹਿੰਮ’ ਤਹਿਤ ਮੌਜੂਦਾ ਸਰਕਾਰ ’ਤੇ ਵਰ੍ਹਦਿਆਂ ਕਿਹਾ ਕਿ ਸੂਬੇ ਵਿੱਚ ਕਾਨੂੰਨ ਵਿਵਸਥਾ ਪੂਰੀ ਤਰ੍ਹਾਂ ਫ਼ੇਲ੍ਹ ਹੋ ਚੁੱਕੀ ਹੈ। ਦਲਿਤ ਵਰਗ ਉੱਤੇ ਅੱਤਿਆਚਾਰ ਵਧ ਰਹੇ ਹਨ ਅਤੇ ਪ੍ਰਸ਼ਾਸਨ ਮੂਕ ਦਰਸ਼ਕ ਬਣਿਆ ਹੋਇਆ ਹੈ। ਉਨ੍ਹਾਂ ਪੰਜਾਬ ਸਰਕਾਰ ਤੋਂ ਮੰਗ ਕੀਤੀ ਕਿ ਮੁਲਾਜ਼ਮਾਂ ਦਾ ਬਕਾਇਆ 16 ਫ਼ੀਸਦੀ ਮਹਿੰਗਾਈ ਭੱਤਾ ਤੁਰੰਤ ਜਾਰੀ ਕੀਤਾ ਜਾਵੇ। [139, 567, 249, 642]
article-bhagat-singh[interactable] [507, 907, 1010, 1191]
article-headline-line1: ਸੇਵਾ ਮੁਕਤੀ ਸਮਾਗਮ 2 [507, 418, 677, 442]
body-text: ‘ਧਾਰਾ ਵੈੱਲਫ਼ੇਅਰ’ ਦੇ ਸਹਿਯੋਗ ਨਾਲ ਉੱਘੇ ਪੰਜਾਬੀ ਲੇਖਕ ਸੁਰਿੰਦਰ ਸਿੰਘ ਜੱਬਲ (ਸਾਬੀ-ਕੈਨੇਡਾ) ਦੀ ਕਾਵਿ ਪੁਸਤਕ ‘ਵਿਰਾਸਤ ਦੇ ਰੂ–ਬ–ਰੂ’ ਦਾ ਲੋਕ ਅਰਪਣ ਸਮਾਗਮ ਅੱਜ 2 ਅਪ੍ਰੈਲ ਨੂੰ ਸਵੇਰੇ 10.30 ਵਜੇ ਭਾਸ਼ਾ ਵਿਭਾਗ ਪਟਿਆਲਾ ਵਿਖੇ ਕਰਵਾਇਆ ਜਾ ਰਿਹਾ ਹੈ। ਇਸ ਸਮਾਗਮ ਦੀ ਪ੍ਰਧਾਨਗੀ ਉੱਘੇ ਸਾਹਿਤਕਾਰ ਕਰਨਗੇ। ਸਮਾਗਮ ਵਿੱਚ ਪੰਜਾਬੀ ਸਾਹਿਤ ਜਗਤ ਦੀਆਂ ਨਾਮਵਰ ਸ਼ਖ਼ਸੀਅਤਾਂ ਸ਼ਿਰਕਤ ਕਰਨਗੀਆਂ। ਲੇਖਕ ਨੇ ਆਪਣੀ ਇਸ ਪੁਸਤਕ ਵਿੱਚ ਪੰਜਾਬੀ ਵਿਰਸੇ ਅਤੇ ਸੱਭਿਆਚਾਰ ਨੂੰ ਬਾਖ਼ੂਬੀ ਪੇਸ਼ ਕੀਤਾ ਹੈ। ਪ੍ਰਬੰਧਕਾਂ ਵੱਲੋਂ ਸਾਹਿਤ ਪ੍ਰੇਮੀਆਂ ਨੂੰ ਵੱਡੀ ਗਿਣਤੀ ਵਿੱਚ ਪਹੁੰਚਣ ਦੀ ਅਪੀਲ ਕੀਤੀ ਗਈ ਹੈ। [767, 507, 918, 601]
photo-content [140, 179, 309, 295]
body-para-4: ਪ੍ਰਧਾਨ, ਸੰਤ ਬਲਵੰਤ ਸਿੰਘ, ਸਾਬਕਾ ਪ੍ਰਧਾਨ, ਜਨਰਲ ਸਕੱਤਰ ਅਤੇ ਹੋਰ ਸੇਵਾਦਾਰ ਹਾਜ਼ਰ ਸਨ। ਸਾਰਿਆਂ ਨੇ ਅਪੀਲ ਕੀਤੀ ਕਿ ਸ਼ੋਭਾ ਯਾਤਰਾ ਨੂੰ ਸ਼ਾਂਤਮਈ ਅਤੇ ਸ਼ਰਧਾ ਨਾਲ ਮਨਾਇਆ ਜਾਵੇ। ਕਮੇਟੀ ਮੈਂਬਰਾਂ ਨੇ ਦੱਸਿਆ ਕਿ ਸੁਰੱਖਿਆ ਦੇ ਪੁਖ਼ਤਾ ਪ੍ਰਬੰਧ ਕੀਤੇ ਗਏ ਹਨ ਅਤੇ ਪ੍ਰਸ਼ਾਸਨ ਨਾਲ ਵੀ ਤਾਲਮੇਲ ਕੀਤਾ ਗਿਆ ਹੈ। [825, 734, 1010, 771]
column-2 [174, 663, 327, 720]
photo-content [168, 1290, 248, 1362]
body-para-2: ਸਰਕਾਰ ਵੱਲੋਂ ਲਾਗੂ ਕੀਤੇ ਕਾਨੂੰਨਾਂ ਨਾਲ ਮਜ਼ਦੂਰਾਂ ਦੇ ਹੱਕ ਖੋਹੇ ਜਾ ਰਹੇ ਹਨ। ਆਗੂਆਂ ਨੇ ਐਲਾਨ ਕੀਤਾ ਕਿ ਸੰਘਰਸ਼ ਨੂੰ ਹੋਰ ਤੇਜ਼ ਕੀਤਾ ਜਾਵੇਗਾ। [618, 228, 744, 256]
body-para-1: ਟਰੇਡ ਯੂਨੀਅਨਾਂ, ਕਿਸਾਨ ਜਥੇਬੰਦੀਆਂ ਅਤੇ ਮਜ਼ਦੂਰ ਜਥੇਬੰਦੀਆਂ, ਮੁਲਾਜ਼ਮ ਅਤੇ ਨਿਆਂ ਕਾਨੂੰਨ, ਜੋ ਕਿ ਨਿਸ਼ਚੇਵਾਰ ਦੇ ਵਿਰੋਧ ਵਿੱਚ ਨਵਾਂਸ਼ਹਿਰ ਵਿਖੇ ਕਾਲਾ ਦਿਵਸ ਮਨਾਇਆ ਗਿਆ। ਆਗੂਆਂ ਨੇ ਕੇਂਦਰ ਸਰਕਾਰ ਵੱਲੋਂ ਲਾਗੂ ਕੀਤੇ ਚਾਰ ਲੇਬਰ ਕੋਡਾਂ ਨੂੰ ਤੁਰੰਤ ਰੱਦ ਕਰਨ ਦੀ ਮੰਗ ਕੀਤੀ। ਉਨ੍ਹਾਂ ਕਿਹਾ ਕਿ ਇਹ ਕਾਨੂੰਨ ਮਜ਼ਦੂਰ ਵਿਰੋਧੀ ਹਨ ਅਤੇ ਇਨ੍ਹਾਂ ਨਾਲ ਮਜ਼ਦੂਰਾਂ ਦੇ ਹੱਕਾਂ ਉੱਤੇ ਡਾਕਾ ਮਾਰਿਆ ਜਾ ਰਿਹਾ ਹੈ। [14, 1020, 132, 1095]
byline-location: ਗੜ੍ਹਸ਼ੰਕਰ : ਸੂਬੇ ਦਾ ਸਰਕਾਰੀ ਸਕੂਲ [545, 491, 627, 499]
photo-content [619, 735, 817, 829]
brand-name: PAIGAM-E-JAGAT [35, 24, 128, 37]
headline-rule [768, 489, 1011, 490]
article-columns [507, 985, 1010, 1175]
byline-reporter: ਹੁਸ਼ਿਆਰਪੁਰ (ਦਲਜੀਤ ਅਜਨੋਹਾ) [522, 744, 596, 752]
byline-outlet: ਪੈਗ਼ਾਮ-ਏ-ਜਗਤ [568, 481, 604, 488]
continuation-columns [14, 663, 487, 720]
body-para-1: ਸ਼੍ਰੋਮਣੀ ਅਕਾਲੀ ਦਲ ਦੇ ਹਲਕਾ ਹੁਸ਼ਿਆਰਪੁਰ ਦੇ ਇੰਚਾਰਜ ਸੰਜੀਵ ਤਲਵਾੜ ਅਤੇ ਬਾਕੀ ਵਰਕਰਾਂ ਵੱਲੋਂ ਅੱਜ ਹੁਸ਼ਿਆਰਪੁਰ ਦੀ ਮੁੱਖ ਦਾਣਾ ਮੰਡੀ ਦਾ ਵਿਸ਼ੇਸ਼ ਦੌਰਾ ਕੀਤਾ ਗਿਆ। ਮੰਡੀ ਦੀ [14, 201, 132, 237]
list-item: • ਕਣਕ ਦੀ ਖਰੀਦ ਸਿਰ ’ਤੇ, ਪਰ ਮੰਡੀ ’ਚ ਗੰਦਗੀ ਅਤੇ ਟੁੱਟੀਆਂ ਸੜਕਾਂ ਦਾ ਬੁਰਾ ਹਾਲ : ਤਲਵਾੜ [14, 242, 132, 273]
body-para-1b: ਉਨ੍ਹਾਂ ਕਿਹਾ ਕਿ ਪਿਛਲੇ ਕਈ ਸਾਲਾਂ ਤੋਂ ਬਾਬਾ ਸਾਹਿਬ ਦੇ ਬੁੱਤ ਦੀ ਬੇਅਦਬੀ ਦੀ ਘਟਨਾਵਾਂ ਲਗਾਤਾਰ ਵਧ ਰਹੀਆਂ ਹਨ ਅਤੇ ਸਰਕਾਰ ਚੁੱਪ ਹੈ। ਉਨ੍ਹਾਂ ਮੰਗ ਕੀਤੀ ਕਿ ਦੋਸ਼ੀਆਂ ਖ਼ਿਲਾਫ਼ ਸਖ਼ਤ ਕਾਰਵਾਈ ਕੀਤੀ ਜਾਵੇ। [14, 611, 132, 657]
byline-reporter: ਜਲੰਧਰ (ਸਰਬਣ ਸਿੰਘ ਸੁਖਬਾਜ਼) [524, 996, 594, 1004]
body-para-3: ਸਮਾਗਮ ਵਿੱਚ ਹਾਜ਼ਰ ਸਾਹਿਤਕਾਰਾਂ ਨੇ ਆਪਣੀਆਂ ਰਚਨਾਵਾਂ ਪੇਸ਼ ਕੀਤੀਆਂ ਅਤੇ ਸਨਮਾਨਿਤ ਲੇਖਿਕਾ ਨੂੰ ਵਧਾਈ ਦਿੱਤੀ। ਪ੍ਰਕਾਸ਼ ਕੌਰ ਸੰਧੂ ਨੇ ਆਪਣੇ ਸੰਬੋਧਨ ਵਿੱਚ ਕਿਹਾ ਕਿ ਇਹ ਸਨਮਾਨ ਉਨ੍ਹਾਂ ਲਈ ਹੋਰ ਲਿਖਣ ਦੀ ਪ੍ਰੇਰਨਾ ਬਣੇਗਾ। [483, 1282, 583, 1338]
article-photo [139, 178, 310, 296]
article-headline-line1: ਸੁਰਿੰਦਰ ਸਿੰਘ ਜੱਬਲ ਦੀ ਕਾਵਿ [767, 417, 955, 438]
column-2 [376, 1281, 476, 1410]
third-row [14, 663, 1010, 902]
body-para-3b: ਇਸ ਮੌਕੇ ਪਾਰਟੀ ਦੇ ਕਈ ਸੀਨੀਅਰ ਆਗੂ ਹਾਜ਼ਰ ਸਨ ਜਿਨ੍ਹਾਂ ਨੇ ਸਰਕਾਰ ਖ਼ਿਲਾਫ਼ ਨਾਅਰੇਬਾਜ਼ੀ ਕੀਤੀ। [256, 626, 368, 653]
body-para-3: ਮੰਡੀ ਦੀਆਂ ਸੜਕਾਂ ਬੁਰੀ ਤਰ੍ਹਾਂ ਟੁੱਟ ਚੁੱਕੀਆਂ ਹਨ। ਥਾਂ-ਥਾਂ ਗੰਦਗੀ ਦੇ ਢੇਰ ਲੱਗੇ ਹੋਏ ਹਨ, ਜਿਸ ਨਾਲ ਕਿਸਾਨਾਂ, ਮਜ਼ਦੂਰਾਂ ਅਤੇ ਆੜ੍ਹਤੀਆਂ ਨੂੰ ਭਾਰੀ ਪ੍ਰੇਸ਼ਾਨੀ ਦਾ ਸਾਹਮਣਾ ਕਰਨਾ ਪੈ ਰਿਹਾ ਹੈ। ਉਨ੍ਹਾਂ ਕਿਹਾ ਕਿ ਪੀਣ ਵਾਲੇ ਸਾਫ਼ ਪਾਣੀ ਅਤੇ ਛਾਂ ਦਾ ਕੋਈ ਯੋਗ ਪ੍ਰਬੰਧ ਨਹੀਂ ਹੈ। ਸਰਕਾਰ ਵੱਲੋਂ ਕਿਸਾਨਾਂ ਦੀ ਸਹੂਲਤ ਲਈ ਕੀਤੇ ਗਏ ਵਾਅਦੇ ਖੋਖਲੇ ਸਾਬਤ ਹੋ ਰਹੇ ਹਨ। [139, 300, 310, 346]
article-photo [618, 734, 818, 830]
body-continuation-3: ਸਰਕਾਰ ਨੂੰ ਚੇਤਾਵਨੀ ਦਿੰਦਿਆਂ ਕਿਹਾ ਕਿ ਜੇਕਰ ਬਣਦਾ ਇਨਸਾਫ਼ ਨਾ ਮਿਲਿਆ ਤਾਂ ਰੋਸ ਪ੍ਰਦਰਸ਼ਨ ਹੋਰ ਵੱਡੇ ਪੱਧਰ ’ਤੇ ਕੀਤੇ ਜਾਣਗੇ। ਮੁਲਾਜ਼ਮਾਂ ਦਾ ਰੋਕਿਆ ਹੋਇਆ 16% ਡੀ.ਏ. ਜਾਰੀ ਕਰੇ। [334, 663, 487, 691]
body-para-2: ਖਸਤਾ ਹਾਲਤ ਅਤੇ ਪ੍ਰਬੰਧਾਂ ਦੀ ਘਾਟ ਨੂੰ ਦੇਖਦਿਆਂ ਉਨ੍ਹਾਂ ਮੌਜੂਦਾ ਸਰਕਾਰ ਨੂੰ ਕਰੜੇ ਹੱਥੀਂ ਲੈਂਦਿਆਂ ਇਸ ਨੂੰ ਸਰਕਾਰ ਦੀ ‘ਅਣਗਹਿਲੀ’ ਕਰਾਰ ਦਿੱਤਾ। ਇਸ ਮੌਕੇ ਪੱਤਰਕਾਰਾਂ ਨਾਲ ਗੱਲਬਾਤ ਕਰਦਿਆਂ ਸੰਜੀਵ ਤਲਵਾੜ ਨੇ ਕਿਹਾ ਕਿ ਸਰਕਾਰੀ ਦਾਅਵਿਆਂ ਮੁਤਾਬਕ 1 ਅਪ੍ਰੈਲ ਤੋਂ ਕਣਕ ਦੀ ਸਰਕਾਰੀ ਖਰੀਦ ਸ਼ੁਰੂ ਹੋ ਚੁੱਕੀ ਹੈ, ਪਰ ਮੰਡੀਆਂ ਦੀ ਹਾਲਤ ਦੇਖ ਕੇ ਇੰਝ ਪ੍ਰਤੀਤ ਹੁੰਦਾ ਹੈ ਕਿ ਸਾਰੇ ਪ੍ਰਬੰਧ ਸਿਰਫ਼ ਕਾਗਜ਼ਾਂ ਤੱਕ ਹੀ ਸੀਮਤ ਹਨ। [14, 278, 132, 362]
byline-outlet: ਪੈਗ਼ਾਮ-ਏ-ਜਗਤ/ਹੁਸ਼ਿਆਰਪੁਰ [40, 178, 106, 186]
third-row-left-spacer [14, 663, 497, 902]
body-para-2: ਪ੍ਰਬੰਧ ਸੇਵਾ ਕਮੇਟੀ ਵੱਲੋਂ ਸਾਰੇ ਪ੍ਰਬੰਧ ਮੁਕੰਮਲ ਕਰ ਲਏ ਗਏ ਹਨ। ਯਾਤਰਾ ਸ਼ਹਿਰ ਦੇ ਵੱਖ-ਵੱਖ ਬਾਜ਼ਾਰਾਂ ਵਿੱਚੋਂ ਲੰਘਦੀ ਹੋਈ ਡੇਰਾ ਸੱਚਖੰਡ ਬੱਲਾਂ ਵਿਖੇ ਸਮਾਪਤ ਹੋਵੇਗੀ। ਰਸਤੇ ਵਿੱਚ ਥਾਂ-ਥਾਂ ਲੰਗਰ ਅਤੇ ਛਬੀਲਾਂ ਦਾ ਪ੍ਰਬੰਧ ਕੀਤਾ ਗਿਆ ਹੈ। ਉਨ੍ਹਾਂ ਸੰਗਤਾਂ ਨੂੰ ਵੱਧ ਤੋਂ ਵੱਧ ਗਿਣਤੀ ਵਿੱਚ ਪਹੁੰਚਣ ਦੀ ਅਪੀਲ ਕੀਤੀ। [618, 833, 818, 870]
article-columns [14, 997, 487, 1191]
article-headline-line2: ਜਥੇਬੰਦੀਆਂ ਨੇ ਮਨਾਇਆ ਕਾਲਾ ਦਿਵਸ [14, 953, 360, 984]
article-photo [139, 997, 264, 1109]
portrait-block [924, 507, 1010, 603]
column-3 [271, 997, 376, 1191]
brand-email: Info@paigamejagat.com [35, 36, 133, 47]
section-divider [14, 410, 487, 412]
column-4 [375, 481, 487, 658]
body-para-1: ਸਾਹਿਤਕ ਸਭਾ ਕਪੂਰਥਲਾ ਵੱਲੋਂ ਕਰਵਾਏ ਗਏ ਸਮਾਗਮ ਵਿੱਚ ਬਹੁਪੱਖੀ ਲੇਖਕ ਪ੍ਰਕਾਸ਼ ਕੌਰ ਸੰਧੂ ਨੂੰ ਸ਼ਾਇਰ ਸੁਰਿੰਦਰ ਪਾਲ ਸਿੰਘ ਸੰਧੂ ਯਾਦਗਾਰੀ ਪੁਰਸਕਾਰ ਨਾਲ ਸਨਮਾਨਿਤ ਕੀਤਾ ਗਿਆ। ਇਹ ਸਨਮਾਨ ਉੱਘੇ ਸਾਹਿਤਕਾਰ ਕੰਵਰ ਇਕਬਾਲ ਸਿੰਘ ਵੱਲੋਂ ਭੇਂਟ ਕੀਤਾ ਗਿਆ। [269, 1304, 369, 1369]
article-headline-line2: ਅਪ੍ਰੈਲ 2026 ’ਤੇ ਵਿਸ਼ੇਸ਼ [507, 444, 694, 468]
byline-reporter: ਹੁਸ਼ਿਆਰਪੁਰ (ਪਰਮਜੀਤ ਕੁਮਾਰ/ਅਜਨੋਹਾ) [26, 491, 120, 499]
byline-reporter: (ਜੰਗੀਰ ਸਿੰਘ ‘ਪੀਤ’) [296, 1292, 342, 1300]
body-para-4: ਇਸ ਮੌਕੇ ਸ਼ਾਮਲ ਹੋਏ ਆਗੂਆਂ ਵਿੱਚ ਜਸਵੰਤ ਸਿੰਘ, ਹਰਬੰਸ ਸਿੰਘ, ਗੁਰਮੀਤ ਸਿੰਘ, ਪਰਮਜੀਤ ਕੌਰ, ਸੁਖਦੇਵ ਸਿੰਘ, ਬਲਵਿੰਦਰ ਸਿੰਘ ਆਦਿ ਹਾਜ਼ਰ ਸਨ। ਆਗੂਆਂ ਨੇ ਜੋ ਰਾਏ ਜ਼ੀ ਮੌਜੂਦ ਸਨ। [382, 998, 487, 1044]
body-para-1: ਬਹੁਜਨ ਸਮਾਜ ਪਾਰਟੀ ਦੇ ਸੂਬਾ ਪ੍ਰਧਾਨ ਅਵਤਾਰ ਸਿੰਘ ਕਰੀਮਪੁਰੀ ਨੇ ਬਿਆਨ ਜਾਰੀ ਕਰਦਿਆਂ ਕਿਹਾ ਕਿ ਪਿੰਡ ਨੂਰਪੁਰ ਜੱਟਾਂ ਵਿੱਚ ਸੰਵਿਧਾਨ ਨਿਰਮਾਤਾ ਬਾਬਾ ਸਾਹਿਬ ਡਾ. ਬੀ.ਆਰ. ਅੰਬੇਡਕਰ ਦੀ ਸ਼ਾਨ ਖ਼ਿਲਾਫ਼ ਵਾਪਰੀ ਘਟਨਾ ਬਹੁਤ ਹੀ ਨਿੰਦਣਯੋਗ ਹੈ। ਉਨ੍ਹਾਂ ਕਿਹਾ ਕਿ ਇਸ ਮਾਮਲੇ ਵਿੱਚ ਪ੍ਰਸ਼ਾਸਨ ਨੇ ਅਜੇ ਤੱਕ 72 ਘੰਟਿਆਂ ਦੇ ਅੰਦਰ ਦੋਸ਼ੀਆਂ ਨੂੰ ਗ੍ਰਿਫ਼ਤਾਰ ਨਹੀਂ ਕੀਤਾ ਤਾਂ ਸੰਘਰਸ਼ ਸ਼ੁਰੂ ਕੀਤਾ ਜਾਵੇਗਾ। ਉਨ੍ਹਾਂ ਐਲਾਨ ਕੀਤਾ ਕਿ 18 ਅਪ੍ਰੈਲ ਨੂੰ ਪਿੰਡ ਨੂਰਪੁਰ ਜੱਟਾਂ ਵਿੱਚ ਵਿਸ਼ਾਲ ਰੈਲੀ ਕੀਤੀ ਜਾਵੇਗੀ। [14, 503, 132, 607]
photo-content [591, 1282, 859, 1398]
column-1 [14, 663, 167, 720]
column-3 [751, 103, 877, 257]
byline-outlet: ਕਪੂਰਥਲਾ (ਪੈਗ਼ਾਮ-ਏ-ਜਗਤ) [287, 1281, 351, 1289]
column-1 [507, 103, 611, 257]
body-para-4: ਵਰਤਣ ਦਾ ਰਾਹ ਦੁਨੀਆਂ। ਇਸ ਮੌਕੇ ਦੇਸ਼ ਭਗਤ ਯਾਦਗਾਰ ਕਮੇਟੀ ਦੇ ਆਗੂਆਂ ਨੇ ਕਿਹਾ ਕਿ ਨੌਜਵਾਨ ਪੀੜ੍ਹੀ ਨੂੰ ਸ਼ਹੀਦਾਂ ਦੇ ਜੀਵਨ ਤੋਂ ਪ੍ਰੇਰਨਾ ਲੈਣੀ ਚਾਹੀਦੀ ਹੈ। ਉਨ੍ਹਾਂ ਕਿਹਾ ਕਿ ਅੱਜ ਦੇਸ਼ ਵਿੱਚ ਫਿਰਕਾਪ੍ਰਸਤੀ ਅਤੇ ਨਫ਼ਰਤ ਦਾ ਮਾਹੌਲ ਪੈਦਾ ਕੀਤਾ ਜਾ ਰਿਹਾ ਹੈ, ਜਿਸ ਵਿਰੁੱਧ ਸਭ ਨੂੰ ਇਕਜੁੱਟ ਹੋਣਾ ਪਵੇਗਾ। 2:30 ਵਜੇ ਸ਼ੁਰੂ ਹੋਣ ਵਾਲੇ ਇਸ ਸਮਾਗਮ ਵਿੱਚ ਵੱਡੀ ਗਿਣਤੀ ਵਿੱਚ ਲੋਕ ਸ਼ਾਮਲ ਹੋਣਗੇ। [851, 986, 1010, 1041]
photo-content [140, 998, 263, 1108]
pull-quote-1: 18 ਅਪ੍ਰੈਲ ਨੂੰ ਹੋਵੇਗੀ ਵਿਸ਼ਾਲ ਰੈਲੀ -ਕਰੀਮਪੁਰੀ [139, 481, 249, 514]
article-headline-line1: ‘ਗੜ੍ਹਸ਼ੰਕਰ ਦੇ ਪਿੰਡ ਨੂਰਪੁਰ ਜੱਟਾਂ ’ਚ ਡਾ. ਅੰਬੇਡਕਰ [14, 418, 389, 442]
masthead-date-block [883, 22, 969, 51]
article-columns [507, 103, 1010, 257]
